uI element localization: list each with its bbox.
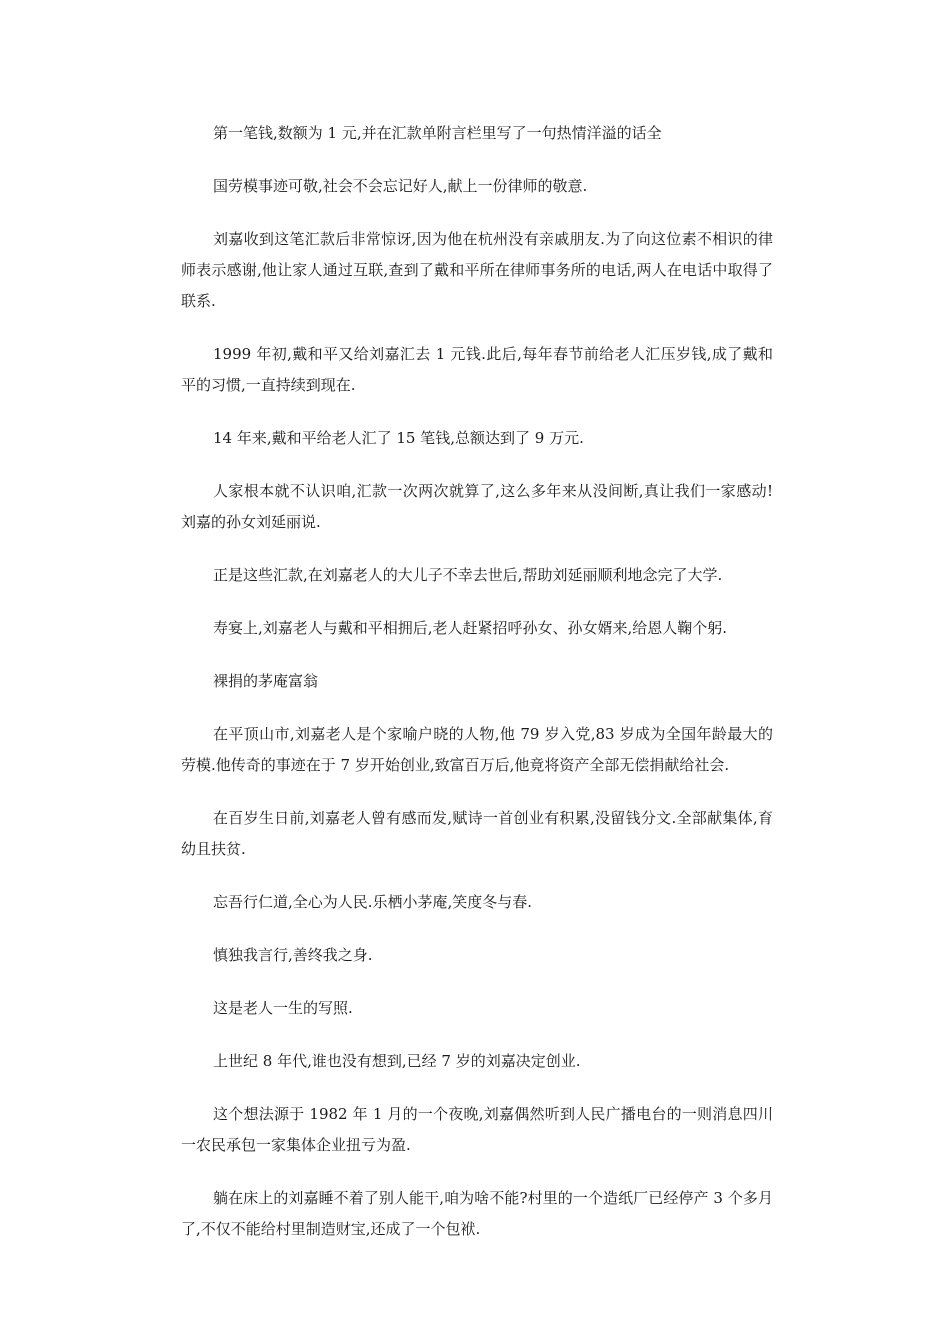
- paragraph: 在百岁生日前,刘嘉老人曾有感而发,赋诗一首创业有积累,没留钱分文.全部献集体,育幼且扶贫.: [181, 809, 773, 858]
- article-body: [181, 118, 773, 1267]
- paragraph: 刘嘉收到这笔汇款后非常惊讶,因为他在杭州没有亲戚朋友.为了向这位素不相识的律师表示感谢,他让家人通过互联,查到了戴和平所在律师事务所的电话,两人在电话中取得了联系.: [181, 230, 773, 310]
- paragraph: 人家根本就不认识咱,汇款一次两次就算了,这么多年来从没间断,真让我们一家感动!刘嘉的孙女刘延丽说.: [181, 482, 773, 531]
- paragraph: 寿宴上,刘嘉老人与戴和平相拥后,老人赶紧招呼孙女、孙女婿来,给恩人鞠个躬.: [213, 619, 728, 637]
- paragraph: 国劳模事迹可敬,社会不会忘记好人,献上一份律师的敬意.: [213, 177, 588, 195]
- poem-line: 忘吾行仁道,全心为人民.乐栖小茅庵,笑度冬与春.: [213, 893, 533, 911]
- paragraph: 这是老人一生的写照.: [213, 999, 353, 1017]
- paragraph: 在平顶山市,刘嘉老人是个家喻户晓的人物,他 79 岁入党,83 岁成为全国年龄最大的劳模.他传奇的事迹在于 7 岁开始创业,致富百万后,他竟将资产全部无偿捐献给社会.: [181, 725, 773, 774]
- paragraph: 正是这些汇款,在刘嘉老人的大儿子不幸去世后,帮助刘延丽顺利地念完了大学.: [213, 566, 723, 584]
- section-heading: 裸捐的茅庵富翁: [213, 672, 319, 690]
- paragraph: 1999 年初,戴和平又给刘嘉汇去 1 元钱.此后,每年春节前给老人汇压岁钱,成了戴和平的习惯,一直持续到现在.: [181, 345, 773, 394]
- paragraph: 这个想法源于 1982 年 1 月的一个夜晚,刘嘉偶然听到人民广播电台的一则消息四川一农民承包一家集体企业扭亏为盈.: [181, 1105, 773, 1154]
- paragraph: 14 年来,戴和平给老人汇了 15 笔钱,总额达到了 9 万元.: [213, 429, 584, 447]
- paragraph: 躺在床上的刘嘉睡不着了别人能干,咱为啥不能?村里的一个造纸厂已经停产 3 个多月了,不仅不能给村里制造财宝,还成了一个包袱.: [181, 1189, 773, 1238]
- paragraph: 第一笔钱,数额为 1 元,并在汇款单附言栏里写了一句热情洋溢的话全: [213, 124, 662, 142]
- poem-line: 慎独我言行,善终我之身.: [213, 946, 373, 964]
- paragraph: 上世纪 8 年代,谁也没有想到,已经 7 岁的刘嘉决定创业.: [213, 1052, 581, 1070]
